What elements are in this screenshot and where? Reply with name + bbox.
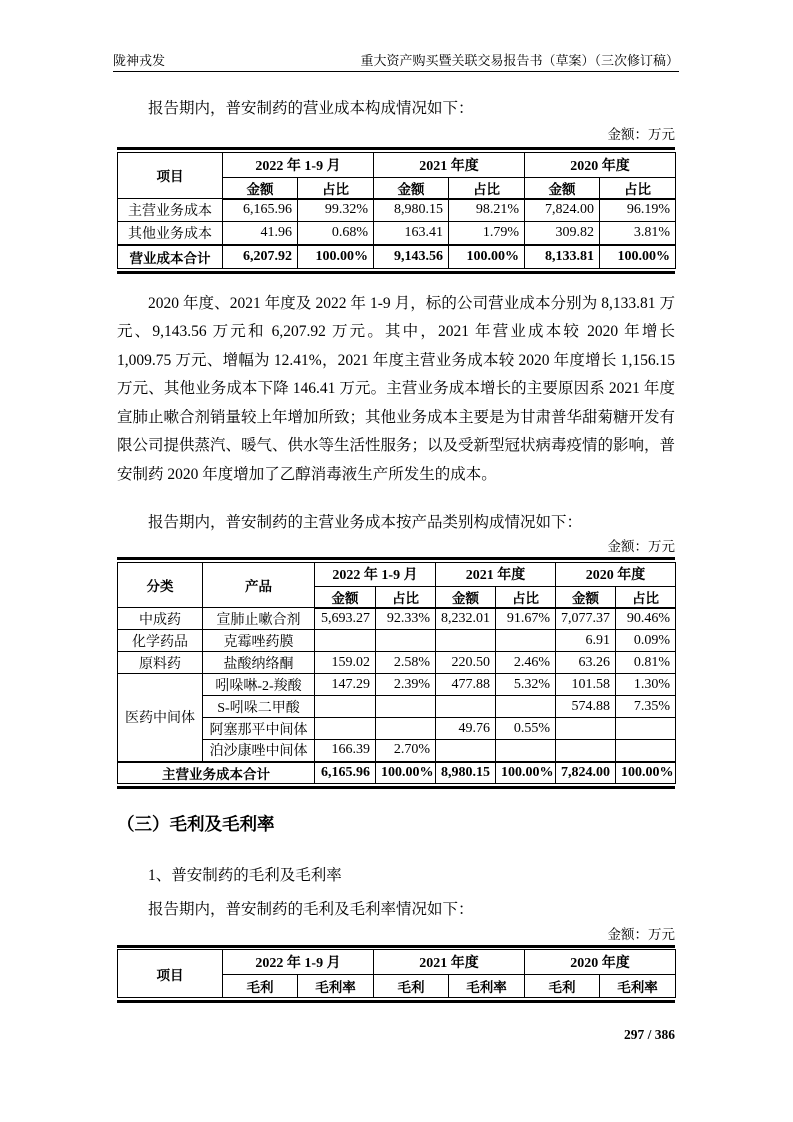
cell-value: 2.46% (496, 652, 556, 674)
col-header-gross-profit: 毛利 (525, 975, 600, 998)
cell-value (315, 630, 376, 652)
cell-value: 6,165.96 (315, 762, 376, 784)
table-top-border (117, 557, 675, 560)
cell-value: 99.32% (298, 199, 374, 222)
cell-value: 3.81% (600, 222, 676, 245)
sub-heading-gross-profit: 1、普安制药的毛利及毛利率 (148, 866, 342, 884)
cell-value: 8,980.15 (374, 199, 449, 222)
cell-value (496, 630, 556, 652)
cell-value: 6,207.92 (223, 245, 298, 269)
table-bottom-border (117, 271, 675, 274)
lead-in-product-composition: 报告期内，普安制药的主营业务成本按产品类别构成情况如下： (148, 514, 583, 531)
cell-value: 159.02 (315, 652, 376, 674)
cell-value: 147.29 (315, 674, 376, 696)
cell-value: 98.21% (449, 199, 525, 222)
category-label: 中成药 (118, 608, 203, 630)
col-header-amount: 金额 (374, 177, 449, 199)
col-header-period-2021: 2021 年度 (436, 562, 556, 586)
cell-value: 220.50 (436, 652, 496, 674)
col-header-gross-margin: 毛利率 (600, 975, 676, 998)
product-label: S-吲哚二甲酸 (203, 696, 315, 718)
table-row (118, 630, 676, 652)
cell-value: 7,824.00 (525, 199, 600, 222)
col-header-period-2020: 2020 年度 (556, 562, 676, 586)
col-header-period-2021: 2021 年度 (374, 152, 525, 177)
col-header-item: 项目 (118, 152, 223, 199)
cell-value (496, 696, 556, 718)
cell-value: 63.26 (556, 652, 616, 674)
col-header-amount: 金额 (436, 586, 496, 608)
cell-value (436, 696, 496, 718)
cell-value: 49.76 (436, 718, 496, 740)
cell-value (376, 696, 436, 718)
cell-value: 100.00% (298, 245, 374, 269)
table-top-border (117, 945, 675, 948)
cell-value (376, 718, 436, 740)
product-label: 宣肺止嗽合剂 (203, 608, 315, 630)
col-header-period-2022: 2022 年 1-9 月 (223, 950, 374, 975)
cell-value: 9,143.56 (374, 245, 449, 269)
cell-value: 41.96 (223, 222, 298, 245)
unit-note: 金额：万元 (607, 539, 675, 554)
cell-value: 166.39 (315, 740, 376, 762)
cell-value: 101.58 (556, 674, 616, 696)
product-label: 克霉唑药膜 (203, 630, 315, 652)
cell-value: 0.68% (298, 222, 374, 245)
cell-value: 0.09% (616, 630, 676, 652)
cell-value: 7.35% (616, 696, 676, 718)
cell-value: 0.55% (496, 718, 556, 740)
cell-value: 1.79% (449, 222, 525, 245)
cell-value: 8,133.81 (525, 245, 600, 269)
cell-value: 5.32% (496, 674, 556, 696)
cell-value (436, 630, 496, 652)
cell-value (616, 718, 676, 740)
cell-value: 477.88 (436, 674, 496, 696)
table-total-row (118, 245, 676, 269)
product-label: 泊沙康唑中间体 (203, 740, 315, 762)
cell-value: 6,165.96 (223, 199, 298, 222)
col-header-ratio: 占比 (600, 177, 676, 199)
row-label: 主营业务成本合计 (118, 762, 315, 784)
table-row (118, 222, 676, 245)
col-header-period-2021: 2021 年度 (374, 950, 525, 975)
cell-value: 574.88 (556, 696, 616, 718)
category-label: 化学药品 (118, 630, 203, 652)
cell-value: 100.00% (376, 762, 436, 784)
product-cost-table (117, 557, 675, 789)
product-label: 吲哚啉-2-羧酸 (203, 674, 315, 696)
table-total-row (118, 762, 676, 784)
cell-value: 2.70% (376, 740, 436, 762)
table-row (118, 674, 676, 696)
gross-profit-table (117, 945, 675, 1003)
col-header-ratio: 占比 (496, 586, 556, 608)
col-header-item: 项目 (118, 950, 223, 998)
cell-value (376, 630, 436, 652)
header-rule (113, 71, 679, 72)
cell-value: 309.82 (525, 222, 600, 245)
cell-value: 8,980.15 (436, 762, 496, 784)
cell-value: 6.91 (556, 630, 616, 652)
section-heading-gross-profit: （三）毛利及毛利率 (117, 813, 275, 834)
cell-value: 90.46% (616, 608, 676, 630)
col-header-amount: 金额 (525, 177, 600, 199)
col-header-ratio: 占比 (616, 586, 676, 608)
operating-cost-table (117, 147, 675, 274)
cell-value: 92.33% (376, 608, 436, 630)
cost-analysis-paragraph: 2020 年度、2021 年度及 2022 年 1-9 月，标的公司营业成本分别为 8,133.81 万元、9,143.56 万元和 6,207.92 万元。其中，2021 年营业成本较 2020 年增长 1,009.75 万元、增幅为 12.41%，2021 年度主营业务成本较 2020 年度增长 1,156.15 万元、其他业务成本下降 146.41 万元。主营业务成本增长的主要原因系 2021 年度宣肺止嗽合剂销量较上年增加所致；其他业务成本主要是为甘肃普华甜菊糖开发有限公司提供蒸汽、暖气、供水等生活性服务；以及受新型冠状病毒疫情的影响，普安制药 2020 年度增加了乙醇消毒液生产所发生的成本。 (117, 294, 676, 483)
cell-value: 163.41 (374, 222, 449, 245)
cell-value: 2.39% (376, 674, 436, 696)
col-header-period-2022: 2022 年 1-9 月 (315, 562, 436, 586)
product-label: 盐酸纳络酮 (203, 652, 315, 674)
col-header-product: 产品 (203, 562, 315, 608)
col-header-gross-margin: 毛利率 (449, 975, 525, 998)
col-header-ratio: 占比 (298, 177, 374, 199)
table-bottom-border (117, 786, 675, 789)
col-header-period-2020: 2020 年度 (525, 950, 676, 975)
cell-value (315, 718, 376, 740)
col-header-period-2022: 2022 年 1-9 月 (223, 152, 374, 177)
cell-value: 0.81% (616, 652, 676, 674)
row-label: 其他业务成本 (118, 222, 223, 245)
col-header-gross-profit: 毛利 (223, 975, 298, 998)
cell-value (616, 740, 676, 762)
cell-value: 2.58% (376, 652, 436, 674)
table-bottom-border (117, 1000, 675, 1003)
cell-value (556, 718, 616, 740)
cell-value: 7,077.37 (556, 608, 616, 630)
cell-value: 8,232.01 (436, 608, 496, 630)
category-label: 医药中间体 (118, 674, 203, 762)
cell-value: 96.19% (600, 199, 676, 222)
cell-value (436, 740, 496, 762)
col-header-period-2020: 2020 年度 (525, 152, 676, 177)
col-header-amount: 金额 (315, 586, 376, 608)
cell-value (556, 740, 616, 762)
header-doc-title: 重大资产购买暨关联交易报告书（草案）（三次修订稿） (360, 53, 679, 68)
lead-in-cost-composition: 报告期内，普安制药的营业成本构成情况如下： (148, 100, 474, 117)
cell-value: 1.30% (616, 674, 676, 696)
cell-value: 5,693.27 (315, 608, 376, 630)
row-label: 营业成本合计 (118, 245, 223, 269)
page-number: 297 / 386 (623, 1027, 675, 1042)
row-label: 主营业务成本 (118, 199, 223, 222)
cell-value: 91.67% (496, 608, 556, 630)
table-top-border (117, 147, 675, 150)
cell-value: 100.00% (616, 762, 676, 784)
cell-value: 100.00% (600, 245, 676, 269)
col-header-gross-profit: 毛利 (374, 975, 449, 998)
col-header-ratio: 占比 (376, 586, 436, 608)
cell-value (496, 740, 556, 762)
category-label: 原料药 (118, 652, 203, 674)
col-header-category: 分类 (118, 562, 203, 608)
unit-note: 金额：万元 (607, 127, 675, 142)
cell-value: 7,824.00 (556, 762, 616, 784)
cell-value: 100.00% (449, 245, 525, 269)
col-header-amount: 金额 (223, 177, 298, 199)
header-company: 陇神戎发 (113, 53, 166, 68)
cell-value (315, 696, 376, 718)
running-header (113, 52, 679, 69)
unit-note: 金额：万元 (607, 926, 675, 942)
product-label: 阿塞那平中间体 (203, 718, 315, 740)
cell-value: 100.00% (496, 762, 556, 784)
table-row (118, 652, 676, 674)
col-header-gross-margin: 毛利率 (298, 975, 374, 998)
col-header-amount: 金额 (556, 586, 616, 608)
col-header-ratio: 占比 (449, 177, 525, 199)
table-row (118, 608, 676, 630)
table-row (118, 199, 676, 222)
lead-in-gross-profit: 报告期内，普安制药的毛利及毛利率情况如下： (148, 900, 474, 918)
